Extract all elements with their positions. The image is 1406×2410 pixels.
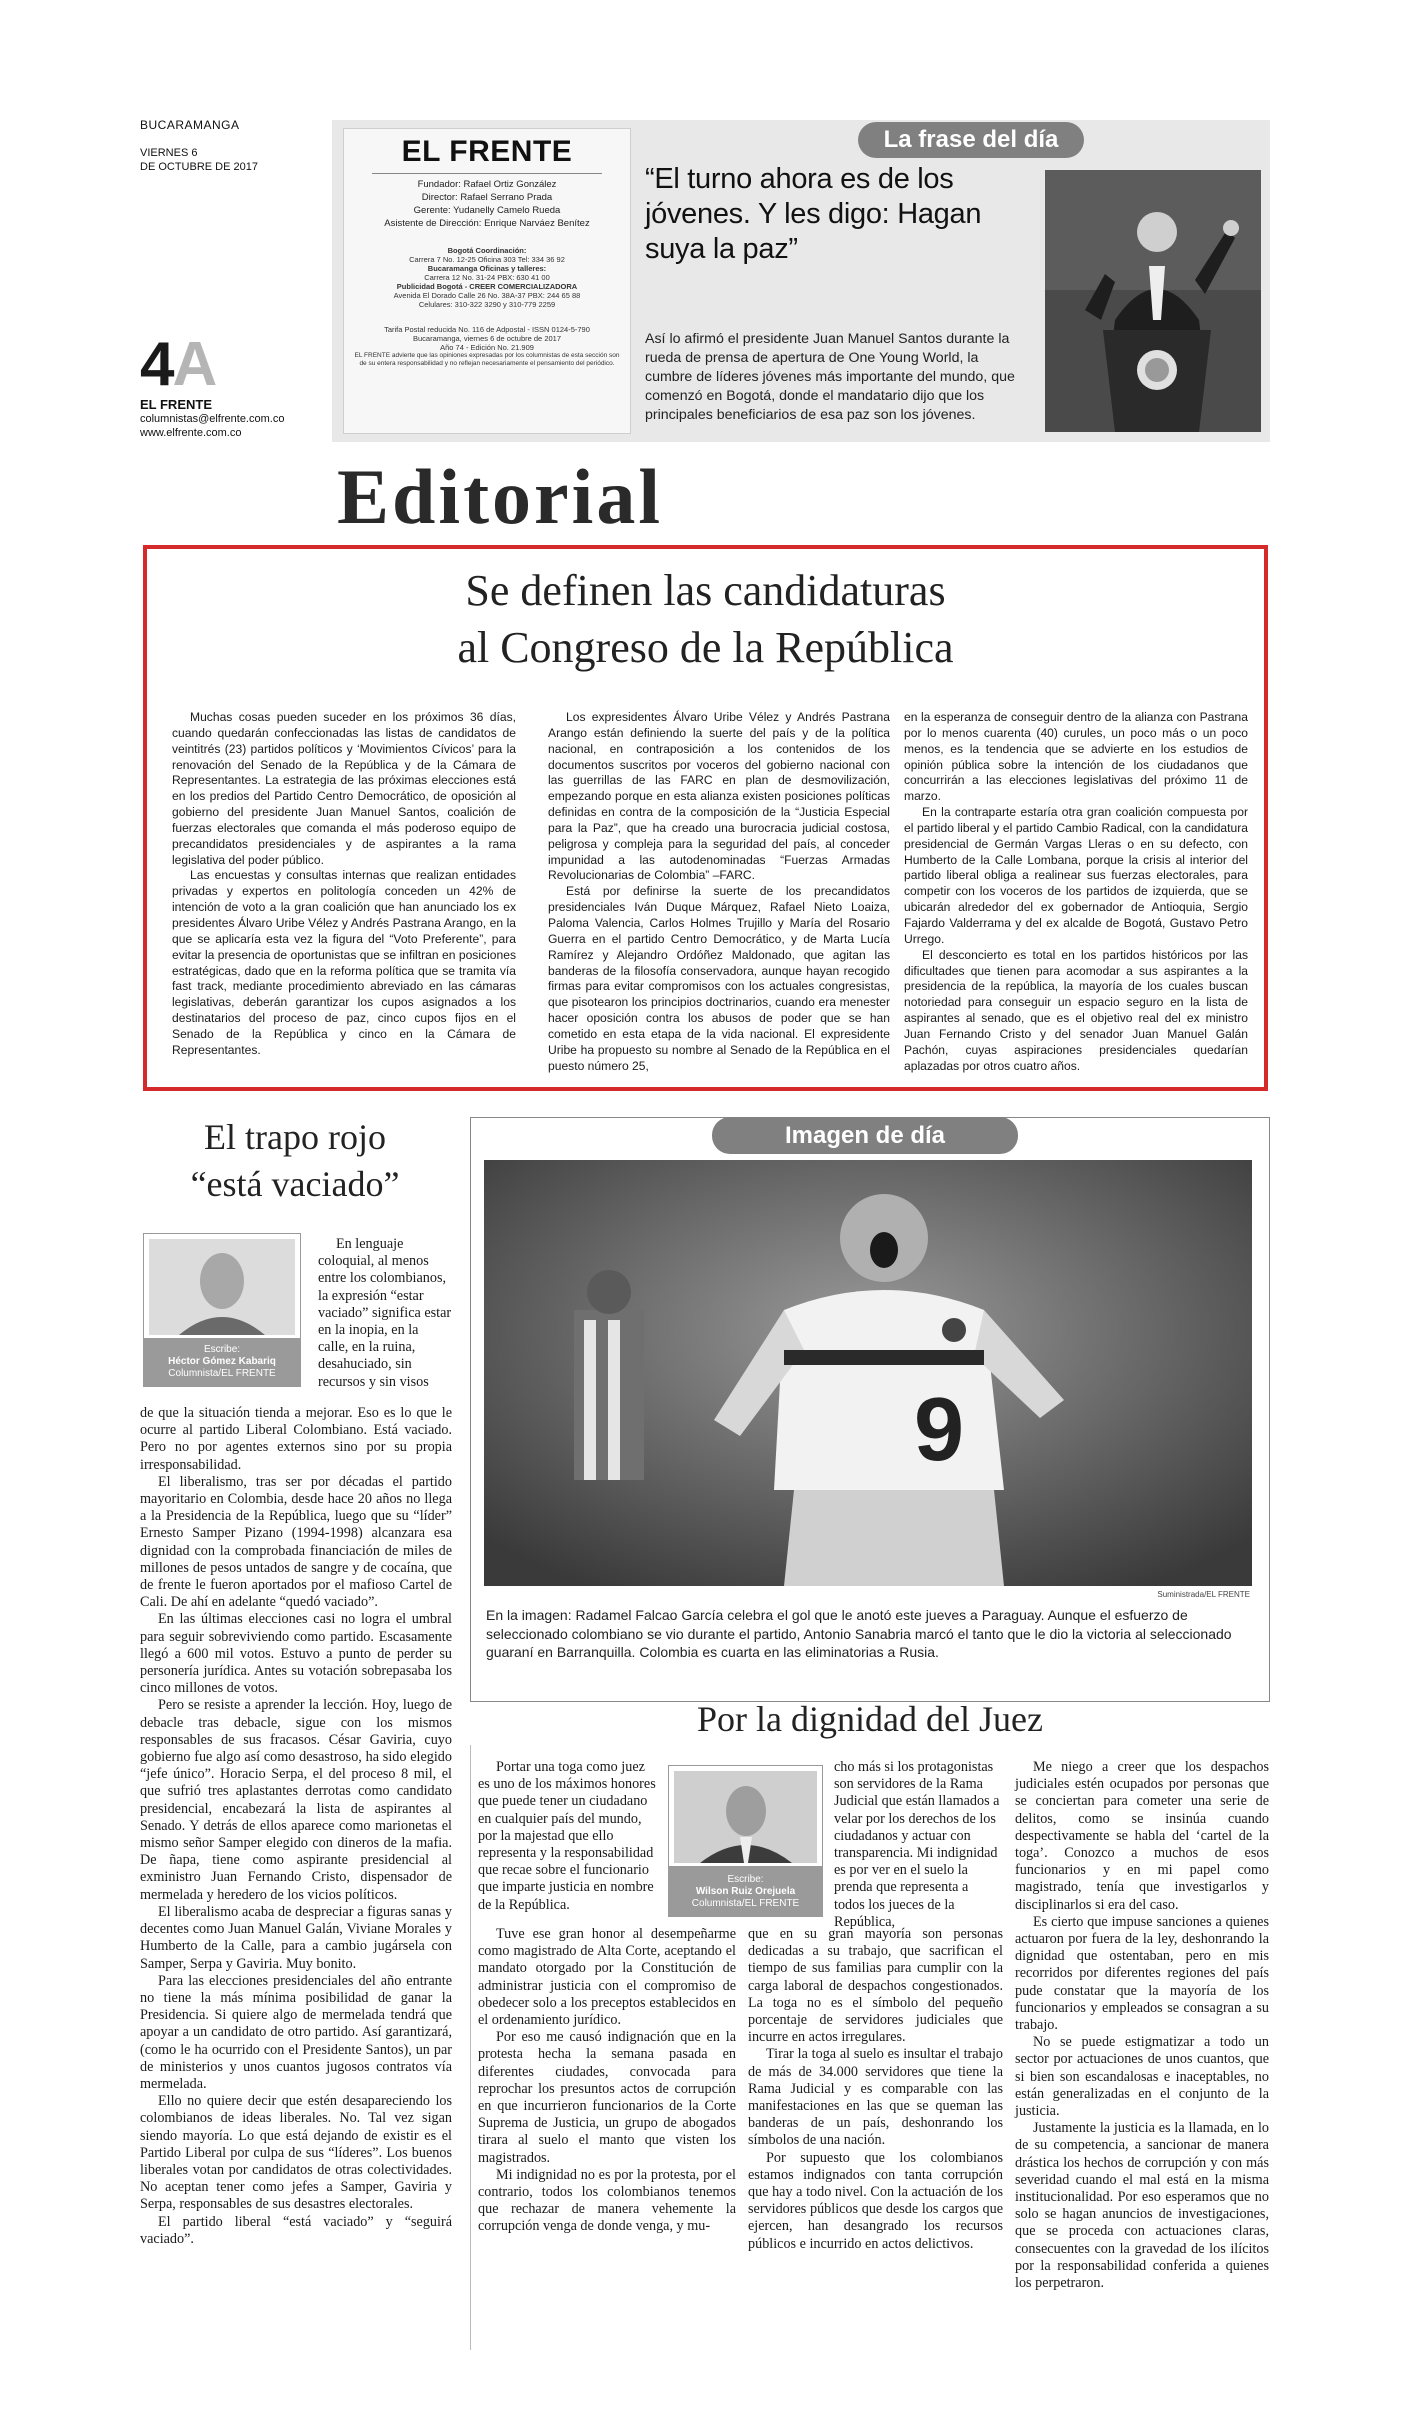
office-line: Bogotá Coordinación: bbox=[447, 246, 527, 255]
byline-name: Wilson Ruiz Orejuela bbox=[695, 1886, 796, 1897]
jersey-number: 9 bbox=[914, 1380, 965, 1480]
paragraph: El partido liberal “está vaciado” y “seguirá vaciado”. bbox=[140, 2213, 452, 2247]
paragraph: en la esperanza de conseguir dentro de la alianza con Pastrana por lo menos cuarenta (40) curules, un poco más o un poco menos, es la tendencia que se advierte en los estudios de opinión pública sobre la intención de los ciudadanos que concurrirán a las elecciones legislativas del próximo 11 de marzo. bbox=[904, 710, 1248, 804]
juez-column-2-intro bbox=[834, 1759, 1000, 1931]
paragraph: Tirar la toga al suelo es insultar el trabajo de más de 34.000 servidores que tiene la Rama Judicial y es comparable con las manifestaciones en las que se queman las banderas de un país, deshonrando los símbolos de una nación. bbox=[748, 2046, 1003, 2149]
editorial-column-2 bbox=[548, 710, 890, 1074]
photo-credit: Suministrada/EL FRENTE bbox=[1157, 1590, 1250, 1599]
office-line: Publicidad Bogotá - CREER COMERCIALIZADORA bbox=[396, 282, 578, 291]
editorial-headline bbox=[143, 562, 1268, 676]
columnist-portrait-gomez bbox=[149, 1239, 295, 1335]
paragraph: Tuve ese gran honor al desempeñarme como magistrado de Alta Corte, aceptando el mandato otorgado por la Constitución de administrar justicia con el compromiso de obedecer solo a los preceptos establecidos en el ordenamiento jurídico. bbox=[478, 1926, 736, 2029]
disclaimer: EL FRENTE advierte que las opiniones expresadas por los columnistas de esta sección son de su entera responsabilidad y no reflejan necesariamente el pensamiento del periódico. bbox=[354, 352, 620, 367]
paragraph: Por supuesto que los colombianos estamos indignados con tanta corrupción que hay a todo nivel. Con la actuación de los servidores públicos que desde los cargos que ejercen, han desangrado los recursos públicos e incurrido en actos delictivos. bbox=[748, 2149, 1003, 2252]
paragraph: El desconcierto es total en los partidos históricos por las dificultades que tienen para acomodar a sus aspirantes a la presidencia de la república, la mayoría de los cuales buscan notoriedad para conseguir un espacio seguro en la lista de aspirantes al senado, que es el objetivo real del ex ministro Juan Fernando Cristo y del senador Juan Manuel Galán Pachón, cuyas aspiraciones presidenciales quedarían aplazadas por otros cuatro años. bbox=[904, 947, 1248, 1073]
frase-quote: “El turno ahora es de los jóvenes. Y les digo: Hagan suya la paz” bbox=[645, 163, 982, 265]
paragraph: En las últimas elecciones casi no logra el umbral para seguir sobreviviendo como partido. Escasamente llegó a 600 mil votos. Estuvo a punto de perder su personería jurídica. Antes su votación sobrepasaba los cinco millones de votos. bbox=[140, 1611, 452, 1697]
paragraph: Está por definirse la suerte de los precandidatos presidenciales Iván Duque Márquez, Rafael Nieto Loaiza, Paloma Valencia, Carlos Holmes Trujillo y María del Rosario Guerra en el partido Centro Democrático, y de Marta Lucía Ramírez y Alejandro Ordóñez Maldonado, que agitan las banderas de la filosofía conservadora, aunque hayan recogido firmas para evitar compromisos con los actuales congresistas, que pisotearon los principios doctrinarios, cuando era menester hacer oposición contra los abusos de poder que se han cometido en esta etapa de la vida nacional. El expresidente Uribe ha propuesto su nombre al Senado de la República en el puesto número 25, bbox=[548, 884, 890, 1073]
trapo-headline-line-2: “está vaciado” bbox=[190, 1164, 400, 1204]
paragraph: El liberalismo acaba de despreciar a figuras sanas y decentes como Juan Manuel Galán, Viviane Morales y Humberto de la Calle, para a cambio jugársela con Samper, Serpa y Gaviria. Muy bonito. bbox=[140, 1903, 452, 1972]
byline-label: Escribe: bbox=[203, 1344, 241, 1355]
paragraph: de que la situación tienda a mejorar. Eso es lo que le ocurre al partido Liberal Colombiano. Está vaciado. Pero no por agentes externos sino por su propia irresponsabilidad. bbox=[140, 1405, 452, 1473]
office-line: Celulares: 310-322 3290 y 310-779 2259 bbox=[418, 300, 556, 309]
columnist-card-ruiz bbox=[668, 1765, 823, 1917]
masthead-logo: EL FRENTE bbox=[401, 135, 573, 168]
paragraph: El liberalismo, tras ser por décadas el partido mayoritario en Colombia, desde hace 20 años no llega a la Presidencia de la República, luego que su “líder” Ernesto Samper Pizano (1994-1998) alcanzara esa dignidad con la comprobada financiación de miles de millones de pesos untados de sangre y de cocaína, que de frente le fueron aportados por el mafioso Cartel de Cali. De ahí en adelante “quedó vaciado”. bbox=[140, 1473, 452, 1611]
juez-column-1 bbox=[478, 1926, 736, 2236]
columnist-card-gomez bbox=[143, 1233, 301, 1387]
juez-headline: Por la dignidad del Juez bbox=[697, 1699, 1043, 1739]
paragraph: Los expresidentes Álvaro Uribe Vélez y Andrés Pastrana Arango están definiendo la suerte del país y de la política nacional, en contraposición a los contenidos de los documentos suscritos por voceros del gobierno nacional con las guerrillas de las FARC en plan de desmovilización, empezando porque en esta alianza existen posiciones políticas definidas en contra de la composición de la “Justicia Especial para la Paz”, que ha creado una burocracia judicial costosa, peligrosa y compleja para la seguridad del país, al conceder impunidad a las autodenominadas “Fuerzas Armadas Revolucionarias de Colombia” –FARC. bbox=[548, 710, 890, 883]
brand-small: EL FRENTE bbox=[140, 397, 212, 412]
editorial-headline-line-1: Se definen las candidaturas bbox=[465, 566, 946, 615]
paragraph: Portar una toga como juez es uno de los máximos honores que puede tener un ciudadano en cualquier país del mundo, por la majestad que ello representa y la responsabilidad que recae sobre el funcionario que imparte justicia en nombre de la República. bbox=[478, 1759, 656, 1913]
legal-line: Bucaramanga, viernes 6 de octubre de 2017 bbox=[412, 334, 561, 343]
issue-date bbox=[140, 146, 260, 174]
staff-assistant: Asistente de Dirección: Enrique Narváez Benítez bbox=[384, 218, 590, 229]
image-caption: En la imagen: Radamel Falcao García celebra el gol que le anotó este jueves a Paraguay. Aunque el esfuerzo de seleccionado colombiano se vio durante el partido, Antonio Sanabria marcó el tanto que le dio la victoria al seleccionado guaraní en Barranquilla. Colombia es cuarta en las eliminatorias a Rusia. bbox=[486, 1607, 1232, 1660]
paragraph: Pero se resiste a aprender la lección. Hoy, luego de debacle tras debacle, sigue con los mismos responsables de sus fracasos. César Gaviria, cuyo gobierno fue algo así como desastroso, ha sido elegido “jefe único”. Horacio Serpa, el del proceso 8 mil, el que sufrió tres aplastantes derrotas como candidato presidencial, encabezará la lista de aspirantes al Senado. Y detrás de ellos aparece como marionetas el mismo señor Samper elegido con dineros de la mafia. De ñapa, tiene como aspirante presidencial al exministro Juan Fernando Cristo, dispensador de mermelada y heredero de los vicios políticos. bbox=[140, 1697, 452, 1903]
frase-label: La frase del día bbox=[858, 122, 1084, 158]
paragraph: Muchas cosas pueden suceder en los próximos 36 días, cuando quedarán confeccionadas las listas de candidatos de veintitrés (23) partidos políticos y ‘Movimientos Cívicos’ para la renovación del Senado de la República y de la Cámara de Representantes. La estrategia de las próximas elecciones está en los predios del Partido Centro Democrático, de oposición al gobierno del presidente Juan Manuel Santos, coalición de fuerzas electorales que comanda el más poderoso equipo de precandidatos presidenciales y de aspirantes a la rama legislativa del poder público. bbox=[172, 710, 516, 867]
staff-founder: Fundador: Rafael Ortiz González bbox=[417, 179, 557, 190]
paragraph: En lenguaje coloquial, al menos entre los colombianos, la expresión “estar vaciado” significa estar en la inopia, en la calle, en la ruina, desahuciado, sin recursos y sin visos bbox=[318, 1236, 452, 1390]
byline-role: Columnista/EL FRENTE bbox=[691, 1898, 800, 1909]
staff-director: Director: Rafael Serrano Prada bbox=[421, 192, 553, 203]
paragraph: Por eso me causó indignación que en la protesta hecha la semana pasada en diferentes ciudades, convocada para reprochar los presuntos actos de corrupción en que incurrieron funcionarios de la Corte Suprema de Justicia, un grupo de abogados tirara al suelo el manto que visten los magistrados. bbox=[478, 2029, 736, 2166]
page-number-letter: A bbox=[172, 330, 216, 399]
column-divider bbox=[470, 1745, 471, 2350]
paragraph: Para las elecciones presidenciales del año entrante no tiene la más mínima posibilidad de ganar la Presidencia. Si quiere algo de mermelada tendrá que apoyar a un candidato de otro partido. Así garantizará, (como le ha ocurrido con el Presidente Santos), un par de ministerios y unos cuantos jugosos contratos vía mermelada. bbox=[140, 1972, 452, 2092]
legal-line: Año 74 - Edición No. 21.909 bbox=[440, 343, 534, 352]
juez-column-3 bbox=[1015, 1759, 1269, 2292]
paragraph: Mi indignidad no es por la protesta, por el contrario, todos los colombianos tenemos que rechazar de manera vehemente la corrupción venga de donde venga, y mu- bbox=[478, 2166, 736, 2235]
staff-manager: Gerente: Yudanelly Camelo Rueda bbox=[413, 205, 561, 216]
office-line: Carrera 12 No. 31-24 PBX: 630 41 00 bbox=[424, 273, 550, 282]
masthead-box bbox=[343, 128, 631, 434]
office-line: Carrera 7 No. 12-25 Oficina 303 Tel: 334 36 92 bbox=[409, 255, 565, 264]
trapo-body bbox=[140, 1405, 452, 2248]
falcao-photo bbox=[484, 1160, 1252, 1586]
paragraph: Me niego a creer que los despachos judiciales estén ocupados por personas que se conciertan para cometer una serie de delitos, como se insinúa cuando despectivamente se habla del ‘cartel de la toga’. Conozco a muchos de esos funcionarios y en mi papel como magistrado, tenía que investigarlos y disciplinarlos si era del caso. bbox=[1015, 1759, 1269, 1913]
office-line: Bucaramanga Oficinas y talleres: bbox=[427, 264, 547, 273]
editorial-column-1 bbox=[172, 710, 516, 1059]
legal-line: Tarifa Postal reducida No. 116 de Adpostal - ISSN 0124-5-790 bbox=[384, 325, 590, 334]
byline-name: Héctor Gómez Kabariq bbox=[168, 1356, 276, 1367]
page-number bbox=[140, 330, 216, 399]
editorial-column-3 bbox=[904, 710, 1248, 1074]
paragraph: En la contraparte estaría otra gran coalición compuesta por el partido liberal y el partido Cambio Radical, con la candidatura presidencial de Germán Vargas Lleras o en su defecto, con Humberto de la Calle Lombana, porque la crisis al interior del partido liberal obliga a realinear sus fuerzas electorales, para competir con los voceros de los partidos de izquierda, que se ubicarán alrededor del ex gobernador de Antioquia, Sergio Fajardo Valderrama y del ex alcalde de Bogotá, Gustavo Petro Urrego. bbox=[904, 805, 1248, 946]
trapo-intro bbox=[318, 1236, 452, 1391]
juez-column-2 bbox=[748, 1926, 1003, 2253]
frase-body: Así lo afirmó el presidente Juan Manuel Santos durante la rueda de prensa de apertura de One Young World, la cumbre de líderes jóvenes más importante del mundo, que comenzó en Bogotá, donde el mandatario dijo que los principales beneficiarios de esa paz son los jóvenes. bbox=[645, 331, 1015, 423]
paragraph: que en su gran mayoría son personas dedicadas a su trabajo, que sacrifican el tiempo de sus familias para cumplir con la carga laboral de despachos congestionados. La toga no es el símbolo del pequeño porcentaje de servidores judiciales que incurre en actos irregulares. bbox=[748, 1926, 1003, 2046]
columnist-caption bbox=[144, 1338, 300, 1386]
paragraph: cho más si los protagonistas son servidores de la Rama Judicial que están llamados a velar por los derechos de los ciudadanos y actuar con transparencia. Mi indignidad es por ver en el suelo la prenda que representa a todos los jueces de la República, bbox=[834, 1759, 1000, 1930]
date-line-2: DE OCTUBRE DE 2017 bbox=[140, 161, 258, 173]
image-of-day-label: Imagen de día bbox=[712, 1117, 1018, 1154]
section-title-editorial: Editorial bbox=[337, 453, 664, 540]
paragraph: Las encuestas y consultas internas que realizan entidades privadas y expertos en politología conceden un 42% de intención de voto a la gran coalición que han anunciado los ex presidentes Álvaro Uribe Vélez y Andrés Pastrana Arango, en la que se aplicaría esta vez la figura del “Voto Preferente”, para evitar la presencia de oportunistas que se infiltran en posiciones estratégicas, dado que en la reforma política que se tramita vía fast track, mediante procedimiento abreviado en las cámaras legislativas, deberán garantizar los cupos asignados a los destinatarios del proceso de paz, cinco cupos fijos en el Senado de la República y cinco en la Cámara de Representantes. bbox=[172, 868, 516, 1057]
paragraph: Justamente la justicia es la llamada, en lo de su competencia, a sancionar de manera drástica los hechos de corrupción y con más severidad cuando el mal está en la misma institucionalidad. Por eso esperamos que no solo se hagan anuncios de investigaciones, que se proceda con actuaciones claras, consecuentes con la gravedad de los ilícitos por la responsabilidad conferida a quienes los perpetraron. bbox=[1015, 2120, 1269, 2292]
website-link[interactable]: www.elfrente.com.co bbox=[140, 427, 242, 439]
date-line-1: VIERNES 6 bbox=[140, 147, 198, 159]
columnist-portrait-ruiz bbox=[674, 1771, 817, 1863]
byline-role: Columnista/EL FRENTE bbox=[168, 1368, 276, 1379]
paragraph: No se puede estigmatizar a todo un sector por actuaciones de unos cuantos, que si bien son escandalosas e inaceptables, no están generalizadas en el conjunto de la justicia. bbox=[1015, 2034, 1269, 2120]
byline-label: Escribe: bbox=[727, 1874, 764, 1885]
contact-email[interactable]: columnistas@elfrente.com.co bbox=[140, 413, 285, 425]
paragraph: Ello no quiere decir que estén desapareciendo los colombianos de ideas liberales. No. Tal vez sigan siendo mayoría. Lo que está dejando de existir es el Partido Liberal por culpa de sus “líderes”. Los buenos liberales votan por candidatos de otras colectividades. No aceptan tener como jefes a Samper, Gaviria y Serpa, responsables de sus desastres electorales. bbox=[140, 2093, 452, 2213]
juez-column-1-intro bbox=[478, 1759, 656, 1914]
trapo-headline-line-1: El trapo rojo bbox=[204, 1117, 386, 1157]
page-number-digit: 4 bbox=[140, 330, 173, 399]
masthead-rule bbox=[372, 173, 602, 174]
trapo-headline bbox=[140, 1114, 450, 1208]
editorial-headline-line-2: al Congreso de la República bbox=[457, 623, 954, 672]
santos-photo bbox=[1045, 170, 1261, 432]
city-label: BUCARAMANGA bbox=[140, 118, 240, 132]
paragraph: Es cierto que impuse sanciones a quienes actuaron por fuera de la ley, deshonrando la dignidad que ostentaban, pero en mis recorridos por diferentes regiones del país pude constatar que la mayoría de los funcionarios y empleados se consagran a su trabajo. bbox=[1015, 1913, 1269, 2034]
columnist-caption bbox=[669, 1866, 822, 1916]
office-line: Avenida El Dorado Calle 26 No. 38A-37 PBX: 244 65 88 bbox=[393, 291, 581, 300]
